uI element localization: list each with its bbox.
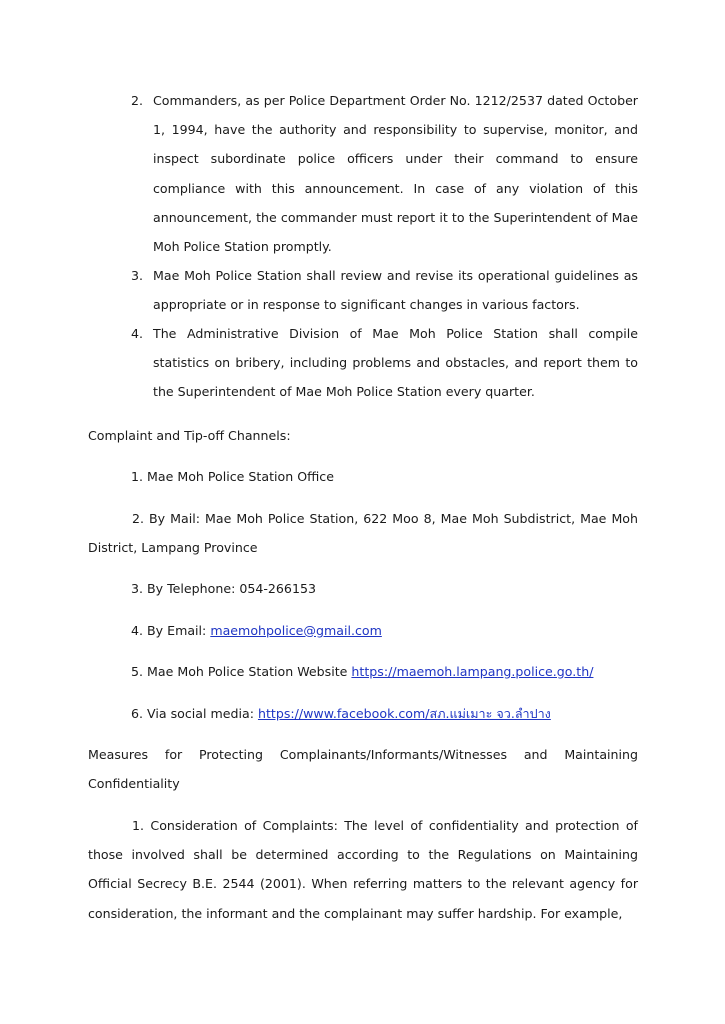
channel-email <box>131 616 638 645</box>
email-link[interactable]: maemohpolice@gmail.com <box>210 623 382 638</box>
channel-telephone: 3. By Telephone: 054-266153 <box>131 581 316 596</box>
channel-website <box>131 657 638 686</box>
channel-website-label: 5. Mae Moh Police Station Website <box>131 664 352 679</box>
heading-word: Maintaining <box>564 747 638 762</box>
heading-word: Measures <box>88 747 149 762</box>
section-heading: Complaint and Tip-off Channels: <box>88 428 291 443</box>
channel-social <box>131 699 638 728</box>
channel-email-label: 4. By Email: <box>131 623 211 638</box>
list-item: Commanders, as per Police Department Order No. 1212/2537 dated October 1, 1994, have the authority and responsibility to supervise, monitor, and inspect subordinate police officers under their command to ensure compliance with this announcement. In case of any violation of this announcement, the commander must report it to the Superintendent of Mae Moh Police Station promptly. <box>153 93 638 255</box>
heading-word: for <box>164 747 183 762</box>
channel-office: 1. Mae Moh Police Station Office <box>131 469 334 484</box>
list-item: The Administrative Division of Mae Moh Police Station shall compile statistics on bribery, including problems and obstacles, and report them to the Superintendent of Mae Moh Police Station every quarter. <box>153 326 638 400</box>
channel-mail: 2. By Mail: Mae Moh Police Station, 622 Moo 8, Mae Moh Subdistrict, Mae Moh District, Lampang Province <box>88 511 638 556</box>
heading-word: and <box>523 747 548 762</box>
channel-social-label: 6. Via social media: <box>131 706 258 721</box>
item-number: 3. <box>131 268 144 283</box>
item-number: 4. <box>131 326 144 341</box>
facebook-link[interactable]: https://www.facebook.com/สภ.แม่เมาะ จว.ลำปาง <box>257 706 551 721</box>
heading-word: Complainants/Informants/Witnesses <box>279 747 508 762</box>
heading-word: Protecting <box>199 747 264 762</box>
website-link[interactable]: https://maemoh.lampang.police.go.th/ <box>351 664 594 679</box>
list-item: Mae Moh Police Station shall review and revise its operational guidelines as appropriate or in response to significant changes in various factors. <box>153 268 638 313</box>
item-number: 2. <box>131 93 144 108</box>
measures-heading-end: Confidentiality <box>88 776 180 791</box>
measures-paragraph: 1. Consideration of Complaints: The level of confidentiality and protection of those involved shall be determined according to the Regulations on Maintaining Official Secrecy B.E. 2544 (2001). When referring matters to the relevant agency for consideration, the informant and the complainant may suffer hardship. For example, <box>88 818 638 921</box>
measures-heading <box>88 740 638 769</box>
